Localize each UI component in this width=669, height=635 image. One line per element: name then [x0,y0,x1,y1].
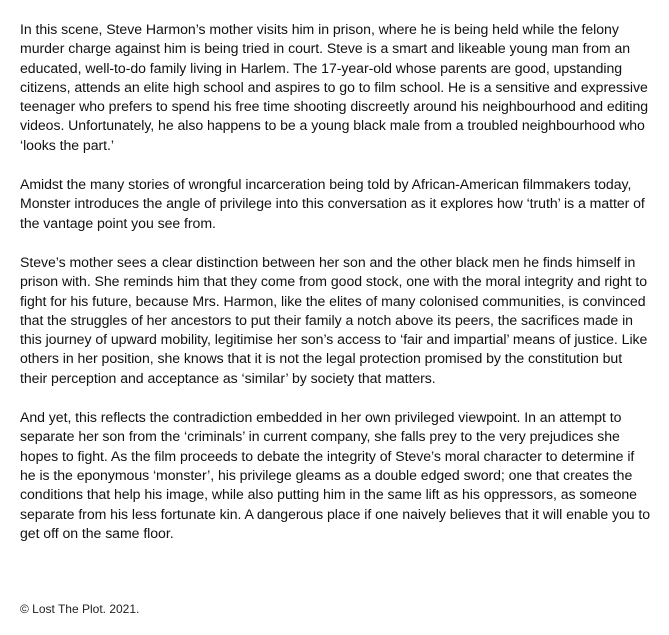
article-paragraph-2: Amidst the many stories of wrongful incarceration being told by African-American filmmakers today, Monster introduces the angle of privilege into this conversation as it explores how ‘truth’ is a matter of the vantage point you see from. [20,176,645,231]
article-paragraph-1: In this scene, Steve Harmon’s mother visits him in prison, where he is being held while the felony murder charge against him is being tried in court. Steve is a smart and likeable young man from an educated, well-to-do family living in Harlem. The 17-year-old whose parents are good, upstanding citizens, attends an elite high school and aspires to go to film school. He is a sensitive and expressive teenager who prefers to spend his free time shooting discreetly around his neighbourhood and editing videos. Unfortunately, he also happens to be a young black male from a troubled neighbourhood who ‘looks the part.’ [20,21,649,153]
article-body [20,20,652,563]
article-paragraph-3: Steve’s mother sees a clear distinction between her son and the other black men he finds himself in prison with. She reminds him that they come from good stock, one with the moral integrity and right to fight for his future, because Mrs. Harmon, like the elites of many colonised communities, is convinced that the struggles of her ancestors to put their family a notch above its peers, the sacrifices made in this journey of upward mobility, legitimise her son’s access to ‘fair and impartial’ means of justice. Like others in her position, she knows that it is not the legal protection promised by the constitution but their perception and acceptance as ‘similar’ by society that matters. [20,253,648,386]
copyright-notice: © Lost The Plot. 2021. [20,602,140,616]
article-paragraph-4: And yet, this reflects the contradiction embedded in her own privileged viewpoint. In an attempt to separate her son from the ‘criminals’ in current company, she falls prey to the very prejudices she hopes to fight. As the film proceeds to debate the integrity of Steve’s moral character to determine if he is the eponymous ‘monster’, his privilege gleams as a double edged sword; one that creates the conditions that help his image, while also putting him in the same lift as his oppressors, as someone separate from his less fortunate kin. A dangerous place if one naively believes that it will enable you to get off on the same floor. [20,409,651,541]
